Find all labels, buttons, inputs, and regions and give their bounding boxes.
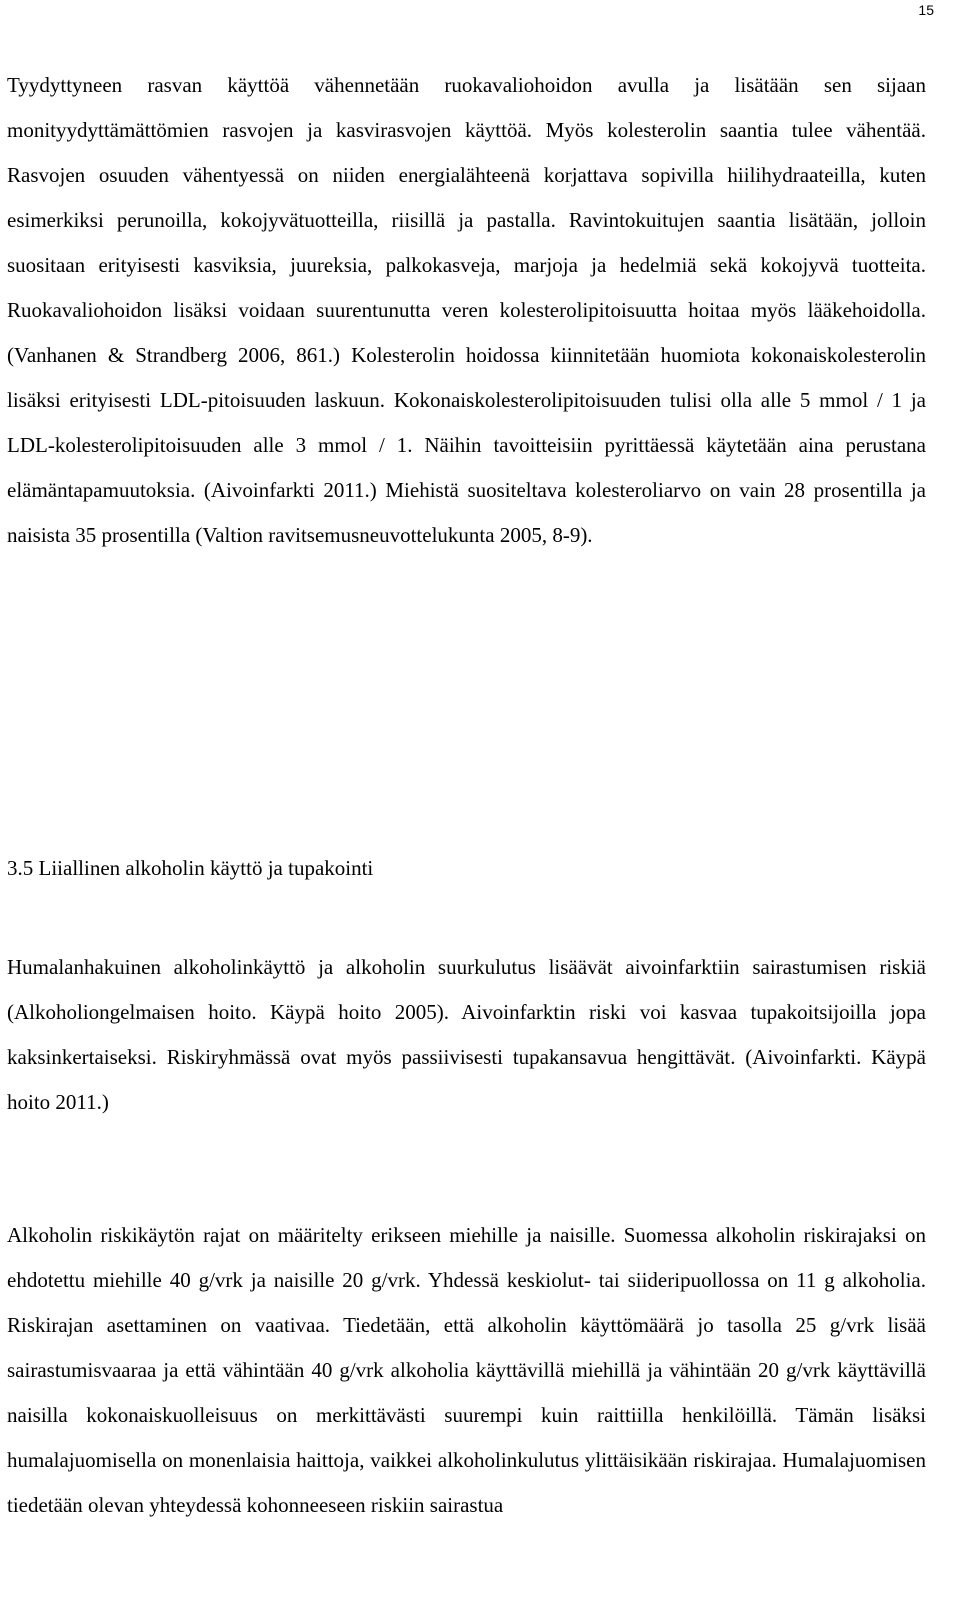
paragraph-alcohol-risk-limits: Alkoholin riskikäytön rajat on määritelty erikseen miehille ja naisille. Suomessa alkoholin riskirajaksi on ehdotettu miehille 40 g/vrk ja naisille 20 g/vrk. Yhdessä keskiolut- tai siideripuollossa on 11 g alkoholia. Riskirajan asettaminen on vaativaa. Tiedetään, että alkoholin käyttömäärä jo tasolla 25 g/vrk lisää sairastumisvaaraa ja että vähintään 40 g/vrk alkoholia käyttävillä miehillä ja vähintään 20 g/vrk käyttävillä naisilla kokonaiskuolleisuus on merkittävästi suurempi kuin raittiilla henkilöillä. Tämän lisäksi humalajuomisella on monenlaisia haittoja, vaikkei alkoholinkulutus ylittäisikään riskirajaa. Humalajuomisen tiedetään olevan yhteydessä kohonneeseen riskiin sairastua [7, 1223, 926, 1517]
section-heading: 3.5 Liiallinen alkoholin käyttö ja tupakointi [7, 856, 374, 880]
paragraph-alcohol-smoking-risk: Humalanhakuinen alkoholinkäyttö ja alkoholin suurkulutus lisäävät aivoinfarktiin sairastumisen riskiä (Alkoholiongelmaisen hoito. Käypä hoito 2005). Aivoinfarktin riski voi kasvaa tupakoitsijoilla jopa kaksinkertaiseksi. Riskiryhmässä ovat myös passiivisesti tupakansavua hengittävät. (Aivoinfarkti. Käypä hoito 2011.) [7, 955, 926, 1114]
paragraph-cholesterol-diet: Tyydyttyneen rasvan käyttöä vähennetään ruokavaliohoidon avulla ja lisätään sen sijaan monityydyttämättömien rasvojen ja kasvirasvojen käyttöä. Myös kolesterolin saantia tulee vähentää. Rasvojen osuuden vähentyessä on niiden energialähteenä korjattava sopivilla hiilihydraateilla, kuten esimerkiksi perunoilla, kokojyvätuotteilla, riisillä ja pastalla. Ravintokuitujen saantia lisätään, jolloin suositaan erityisesti kasviksia, juureksia, palkokasveja, marjoja ja hedelmiä sekä kokojyvä tuotteita. Ruokavaliohoidon lisäksi voidaan suurentunutta veren kolesterolipitoisuutta hoitaa myös lääkehoidolla. (Vanhanen & Strandberg 2006, 861.) Kolesterolin hoidossa kiinnitetään huomiota kokonaiskolesterolin lisäksi erityisesti LDL-pitoisuuden laskuun. Kokonaiskolesterolipitoisuuden tulisi olla alle 5 mmol / 1 ja LDL-kolesterolipitoisuuden alle 3 mmol / 1. Näihin tavoitteisiin pyrittäessä käytetään aina perustana elämäntapamuutoksia. (Aivoinfarkti 2011.) Miehistä suositeltava kolesteroliarvo on vain 28 prosentilla ja naisista 35 prosentilla (Valtion ravitsemusneuvottelukunta 2005, 8-9). [7, 73, 926, 547]
page-number: 15 [918, 2, 934, 18]
